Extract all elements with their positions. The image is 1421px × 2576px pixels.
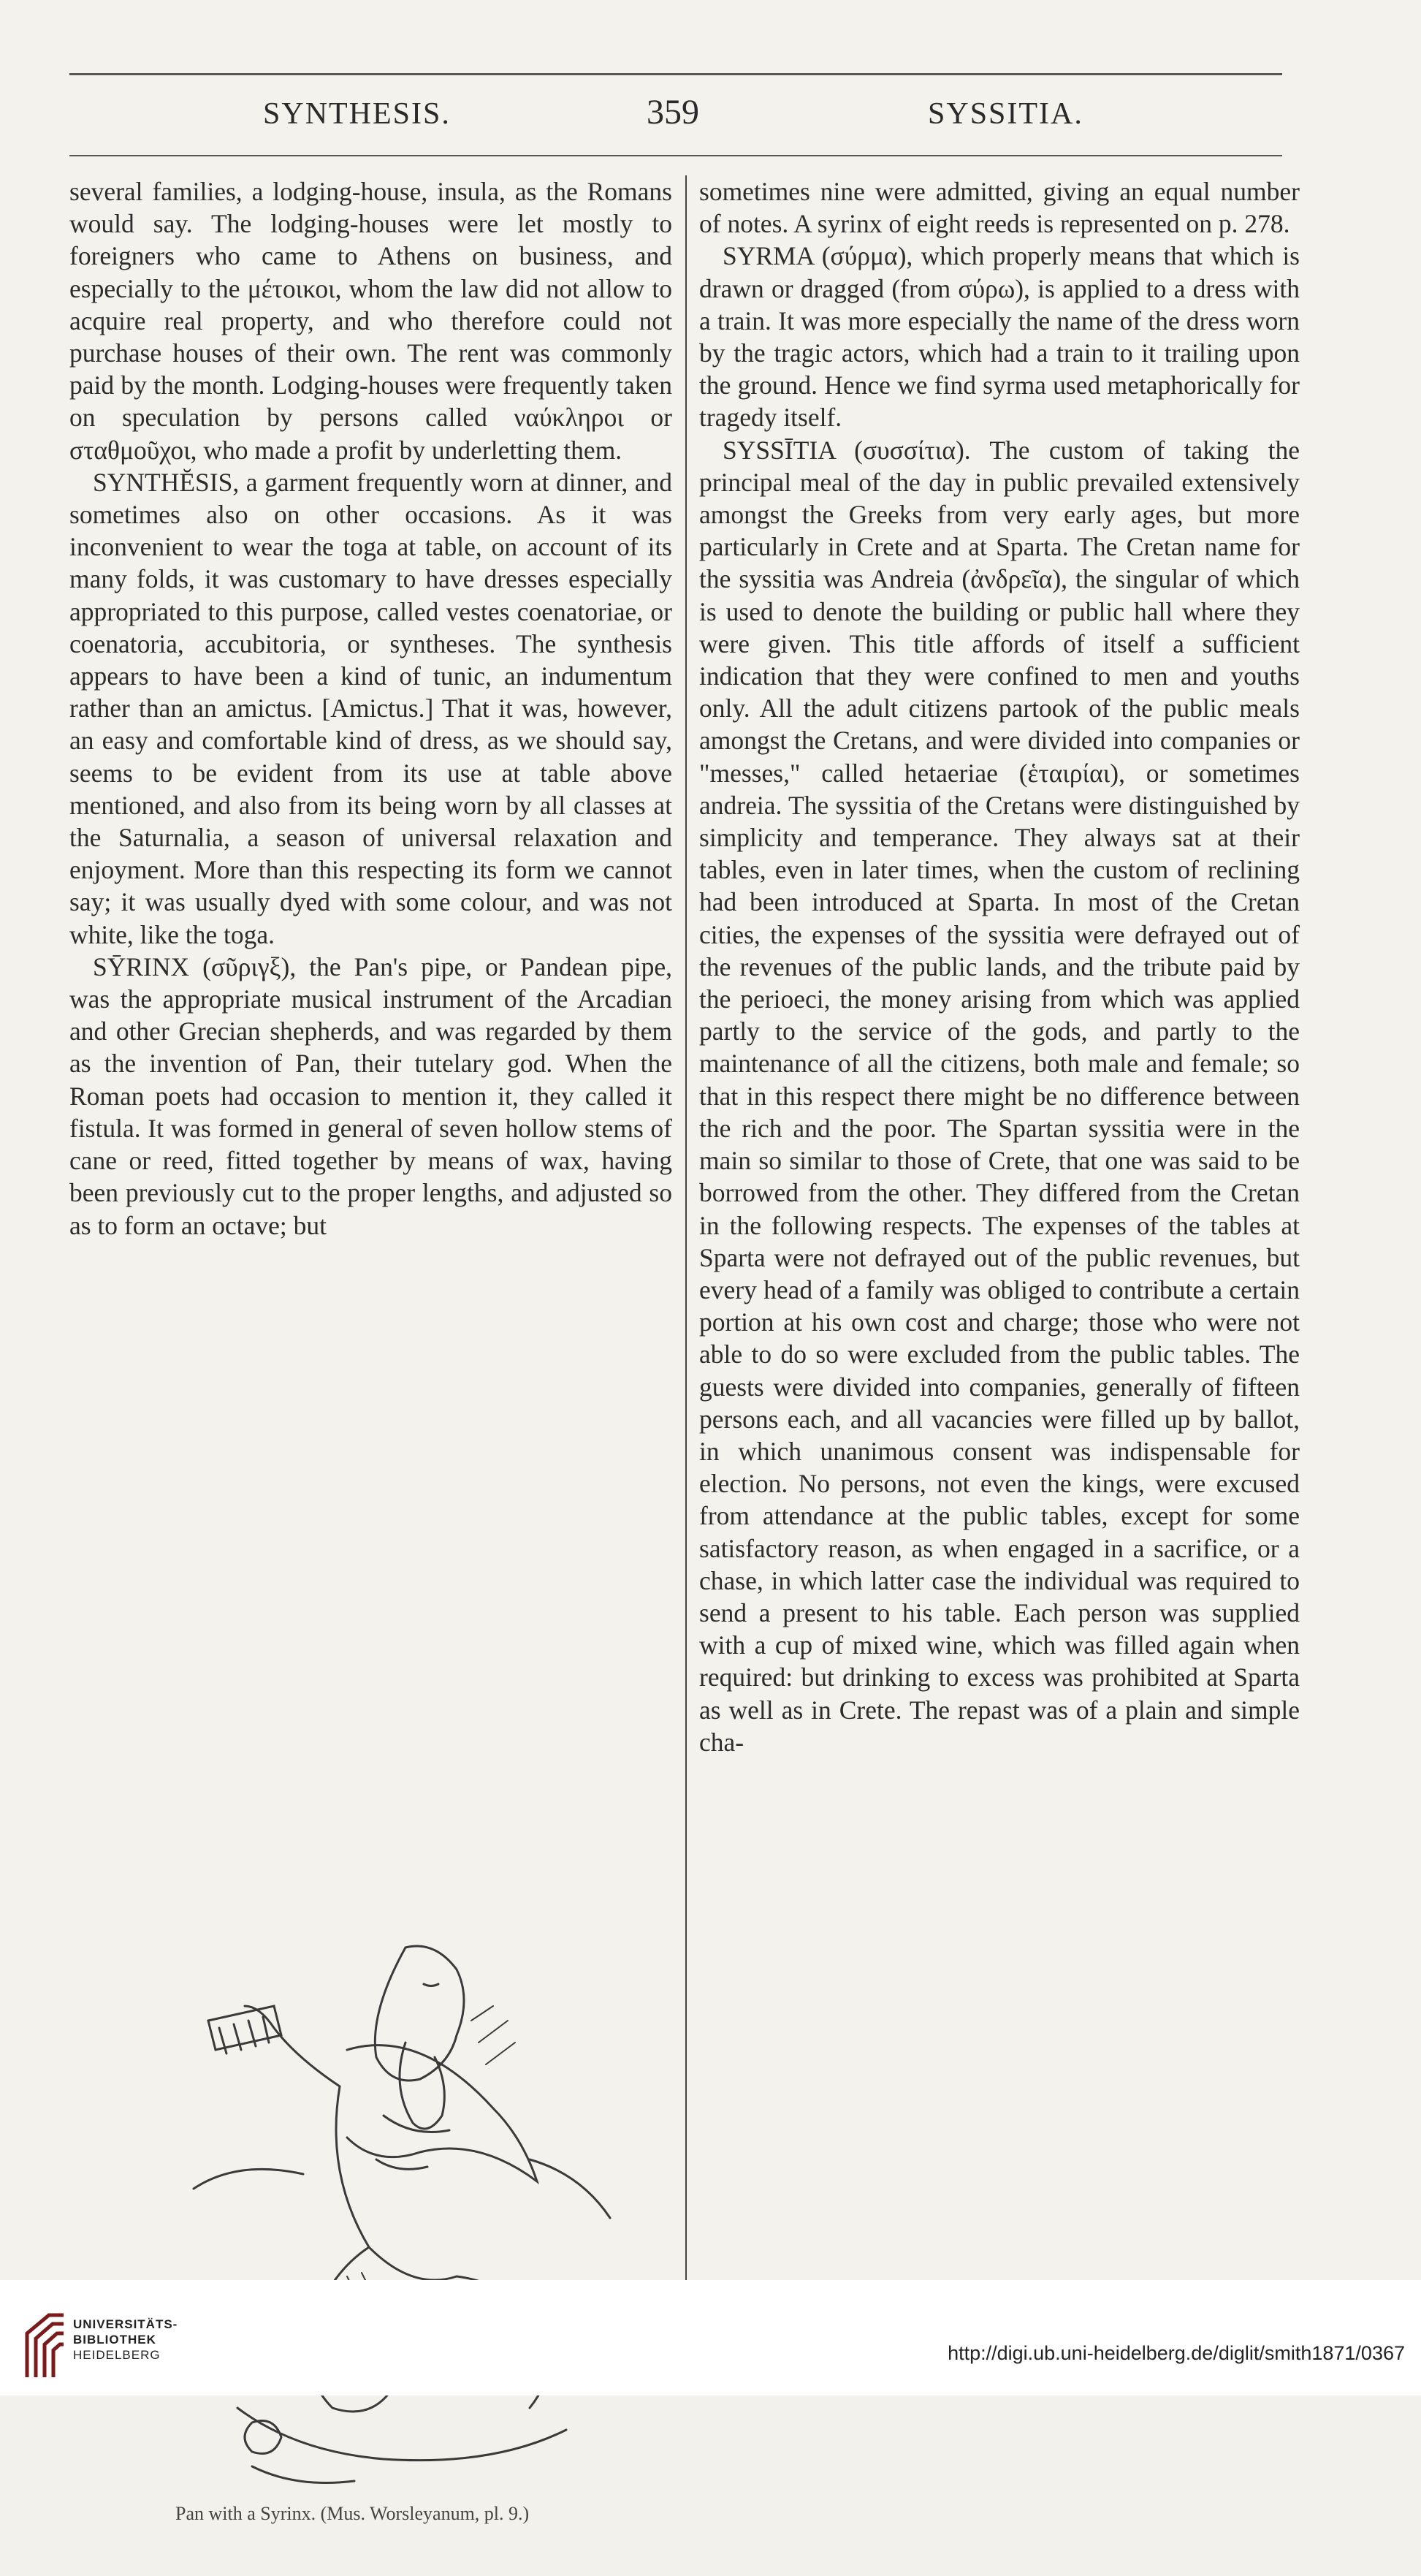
right-column [699,175,1300,1758]
entry-syssitia: SYSSĪTIA (συσσίτια). The custom of taking the principal meal of the day in public prevailed extensively amongst the Greeks from very early ages, but more particularly in Crete and at Sparta. The Cretan name for the syssitia was Andreia (ἀνδρεῖα), the singular of which is used to denote the building or public hall where they were given. This title affords of itself a sufficient indication that they were confined to men and youths only. All the adult citizens partook of the public meals amongst the Cretans, and were divided into companies or "messes," called hetaeriae (ἑταιρίαι), or sometimes andreia. The syssitia of the Cretans were distinguished by simplicity and temperance. They always sat at their tables, even in later times, when the custom of reclining had been introduced at Sparta. In most of the Cretan cities, the expenses of the syssitia were defrayed out of the revenues of the public lands, and the tribute paid by the perioeci, the money arising from which was applied partly to the service of the gods, and partly to the maintenance of all the citizens, both male and female; so that in this respect there might be no difference between the rich and the poor. The Spartan syssitia were in the main so similar to those of Crete, that one was said to be borrowed from the other. They differed from the Cretan in the following respects. The expenses of the tables at Sparta were not defrayed out of the public revenues, but every head of a family was obliged to contribute a certain portion at his own cost and charge; those who were not able to do so were excluded from the public tables. The guests were divided into companies, generally of fifteen persons each, and all vacancies were filled up by ballot, in which unanimous consent was indispensable for election. No persons, not even the kings, were excused from attendance at the public tables, except for some satisfactory reason, as when engaged in a sacrifice, or a chase, in which latter case the individual was required to send a present to his table. Each person was supplied with a cup of mixed wine, which was filled again when required: but drinking to excess was prohibited at Sparta as well as in Crete. The repast was of a plain and simple cha- [699,435,1300,1757]
entry-syrinx-continuation: sometimes nine were admitted, giving an equal number of notes. A syrinx of eight reeds is represented on p. 278. [699,177,1300,239]
column-divider [685,175,687,2382]
entry-synthesis: SYNTHĔSIS, a garment frequently worn at dinner, and sometimes also on other occasions. As it was inconvenient to wear the toga at table, on account of its many folds, it was customary to have dresses especially appropriated to this purpose, called vestes coenatoriae, or coenatoria, accubitoria, or syntheses. The synthesis appears to have been a kind of tunic, an indumentum rather than an amictus. [Amictus.] That it was, however, an easy and comfortable kind of dress, as we should say, seems to be evident from its use at table above mentioned, and also from its being worn by all classes at the Saturnalia, a season of universal relaxation and enjoyment. More than this respecting its form we cannot say; it was usually dyed with some colour, and was not white, like the toga. [69,467,672,949]
source-url-link[interactable]: http://digi.ub.uni-heidelberg.de/diglit/smith1871/0367 [948,2342,1405,2364]
running-head [69,93,1282,140]
header-rule-bottom [69,155,1282,156]
page-number: 359 [647,93,699,132]
running-head-right: SYSSITIA. [928,97,1083,131]
entry-syrinx: SȲRINX (σῦριγξ), the Pan's pipe, or Pandean pipe, was the appropriate musical instrument of the Arcadian and other Grecian shepherds, and was regarded by them as the invention of Pan, their tutelary god. When the Roman poets had occasion to mention it, they called it fistula. It was formed in general of seven hollow stems of cane or reed, fitted together by means of wax, having been previously cut to the proper lengths, and adjusted so as to form an octave; but [69,951,672,1240]
library-name-line1: UNIVERSITÄTS- [73,2317,178,2331]
header-rule-top [69,73,1282,75]
pan-engraving-image [164,1940,639,2510]
library-name-line2: BIBLIOTHEK [73,2333,156,2347]
pan-syrinx-illustration [164,1940,639,2576]
left-column [69,175,672,1242]
entry-synoikia-continuation: several families, a lodging-house, insula, as the Romans would say. The lodging-houses were let mostly to foreigners who came to Athens on business, and especially to the μέτοικοι, whom the law did not allow to acquire real property, and who therefore could not purchase houses of their own. The rent was commonly paid by the month. Lodging-houses were frequently taken on speculation by persons called ναύκληροι or σταθμοῦχοι, who made a profit by underletting them. [69,177,672,465]
footer-bar [0,2280,1421,2395]
library-name-line3: HEIDELBERG [73,2348,161,2362]
library-name [73,2317,178,2363]
running-head-left: SYNTHESIS. [263,97,451,131]
entry-syrma: SYRMA (σύρμα), which properly means that which is drawn or dragged (from σύρω), is applied to a dress with a train. It was more especially the name of the dress worn by the tragic actors, which had a train to it trailing upon the ground. Hence we find syrma used metaphorically for tragedy itself. [699,241,1300,433]
figure-caption: Pan with a Syrinx. (Mus. Worsleyanum, pl. 9.) [175,2503,530,2524]
